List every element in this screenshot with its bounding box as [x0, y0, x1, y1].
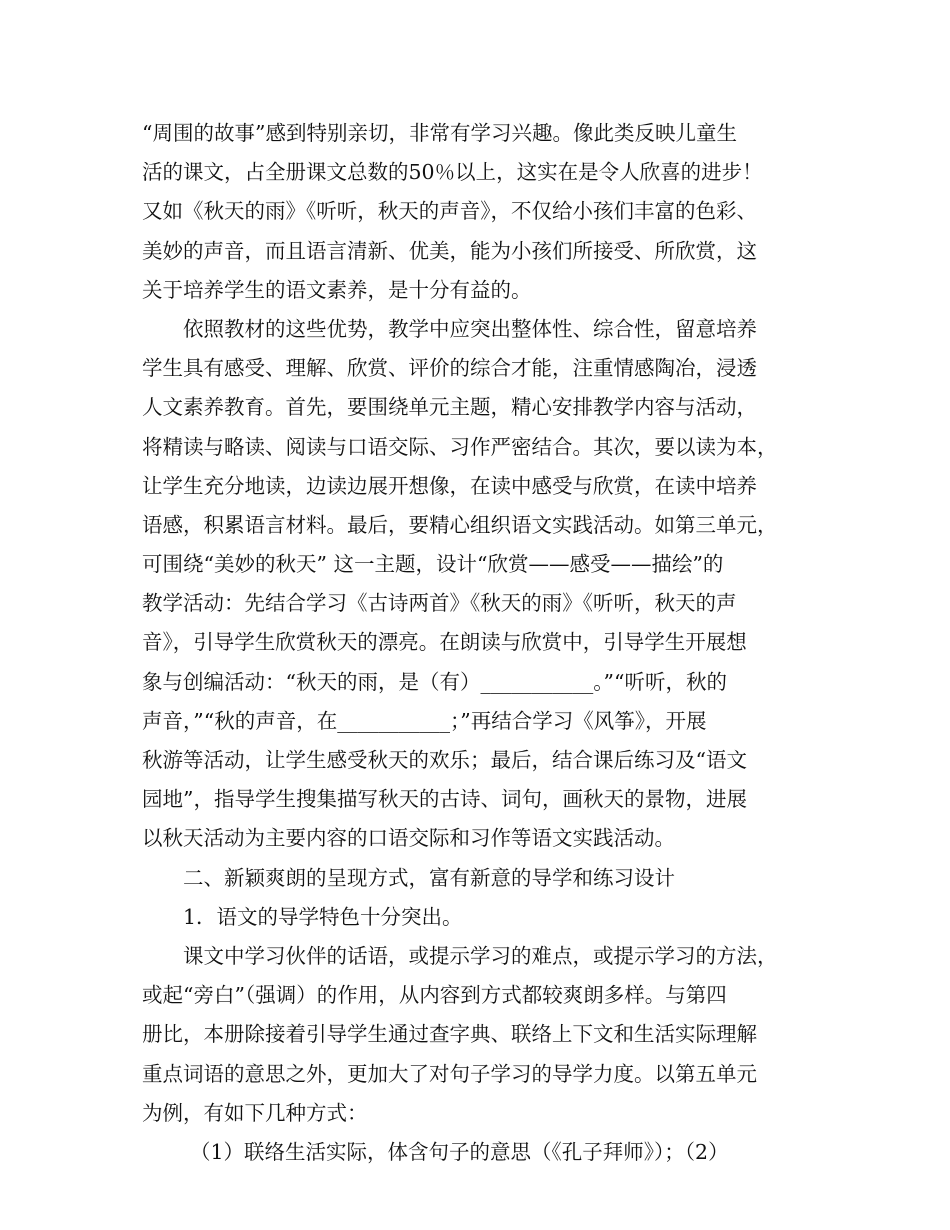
text-line: 人文素养教育。首先，要围绕单元主题，精心安排教学内容与活动，: [142, 395, 757, 420]
text-line: 教学活动：先结合学习《古诗两首》《秋天的雨》《听听，秋天的声: [142, 591, 737, 616]
text-line: 声音，”“秋的声音，在___________；”再结合学习《风筝》，开展: [142, 708, 707, 733]
text-line: 册比，本册除接着引导学生通过查字典、联络上下文和生活实际理解: [142, 1022, 757, 1047]
text-line: 关于培养学生的语文素养，是十分有益的。: [142, 277, 532, 302]
text-line: 学生具有感受、理解、欣赏、评价的综合才能，注重情感陶冶，浸透: [142, 356, 757, 381]
text-line: 活的课文，占全册课文总数的50％以上，这实在是令人欣喜的进步！: [142, 160, 763, 185]
text-line: 以秋天活动为主要内容的口语交际和习作等语文实践活动。: [142, 826, 675, 851]
text-line: 依照教材的这些优势，教学中应突出整体性、综合性，留意培养: [183, 316, 757, 341]
text-line: 1．语文的导学特色十分突出。: [183, 904, 463, 929]
text-line: 又如《秋天的雨》《听听，秋天的声音》，不仅给小孩们丰富的色彩、: [142, 199, 757, 224]
text-line: 美妙的声音，而且语言清新、优美，能为小孩们所接受、所欣赏，这: [142, 238, 757, 263]
text-line: （1）联络生活实际，体含句子的意思（《孔子拜师》）；（2）: [190, 1139, 729, 1164]
text-line: 可围绕“美妙的秋天” 这一主题，设计“欣赏——感受——描绘”的: [142, 552, 724, 577]
text-line: 让学生充分地读，边读边展开想像，在读中感受与欣赏，在读中培养: [142, 473, 757, 498]
text-line: 为例，有如下几种方式：: [142, 1100, 368, 1125]
document-body: [142, 114, 822, 1172]
text-line: 园地”，指导学生搜集描写秋天的古诗、词句，画秋天的景物，进展: [142, 787, 747, 812]
text-line: 将精读与略读、阅读与口语交际、习作严密结合。其次，要以读为本，: [142, 434, 778, 459]
text-line: “周围的故事”感到特别亲切，非常有学习兴趣。像此类反映儿童生: [142, 121, 737, 145]
text-line: 音》，引导学生欣赏秋天的漂亮。在朗读与欣赏中，引导学生开展想: [142, 630, 747, 655]
text-line: 秋游等活动，让学生感受秋天的欢乐；最后，结合课后练习及“语文: [142, 748, 747, 772]
text-line: 象与创编活动：“秋天的雨，是（有）___________。”“听听，秋的: [142, 669, 727, 694]
text-line: 课文中学习伙伴的话语，或提示学习的难点，或提示学习的方法，: [183, 943, 778, 968]
text-line: 语感，积累语言材料。最后，要精心组织语文实践活动。如第三单元，: [142, 512, 778, 537]
text-line: 或起“旁白”（强调）的作用，从内容到方式都较爽朗多样。与第四: [142, 983, 727, 1008]
text-line: 重点词语的意思之外，更加大了对句子学习的导学力度。以第五单元: [142, 1061, 757, 1086]
text-line: 二、新颖爽朗的呈现方式，富有新意的导学和练习设计: [183, 865, 675, 890]
